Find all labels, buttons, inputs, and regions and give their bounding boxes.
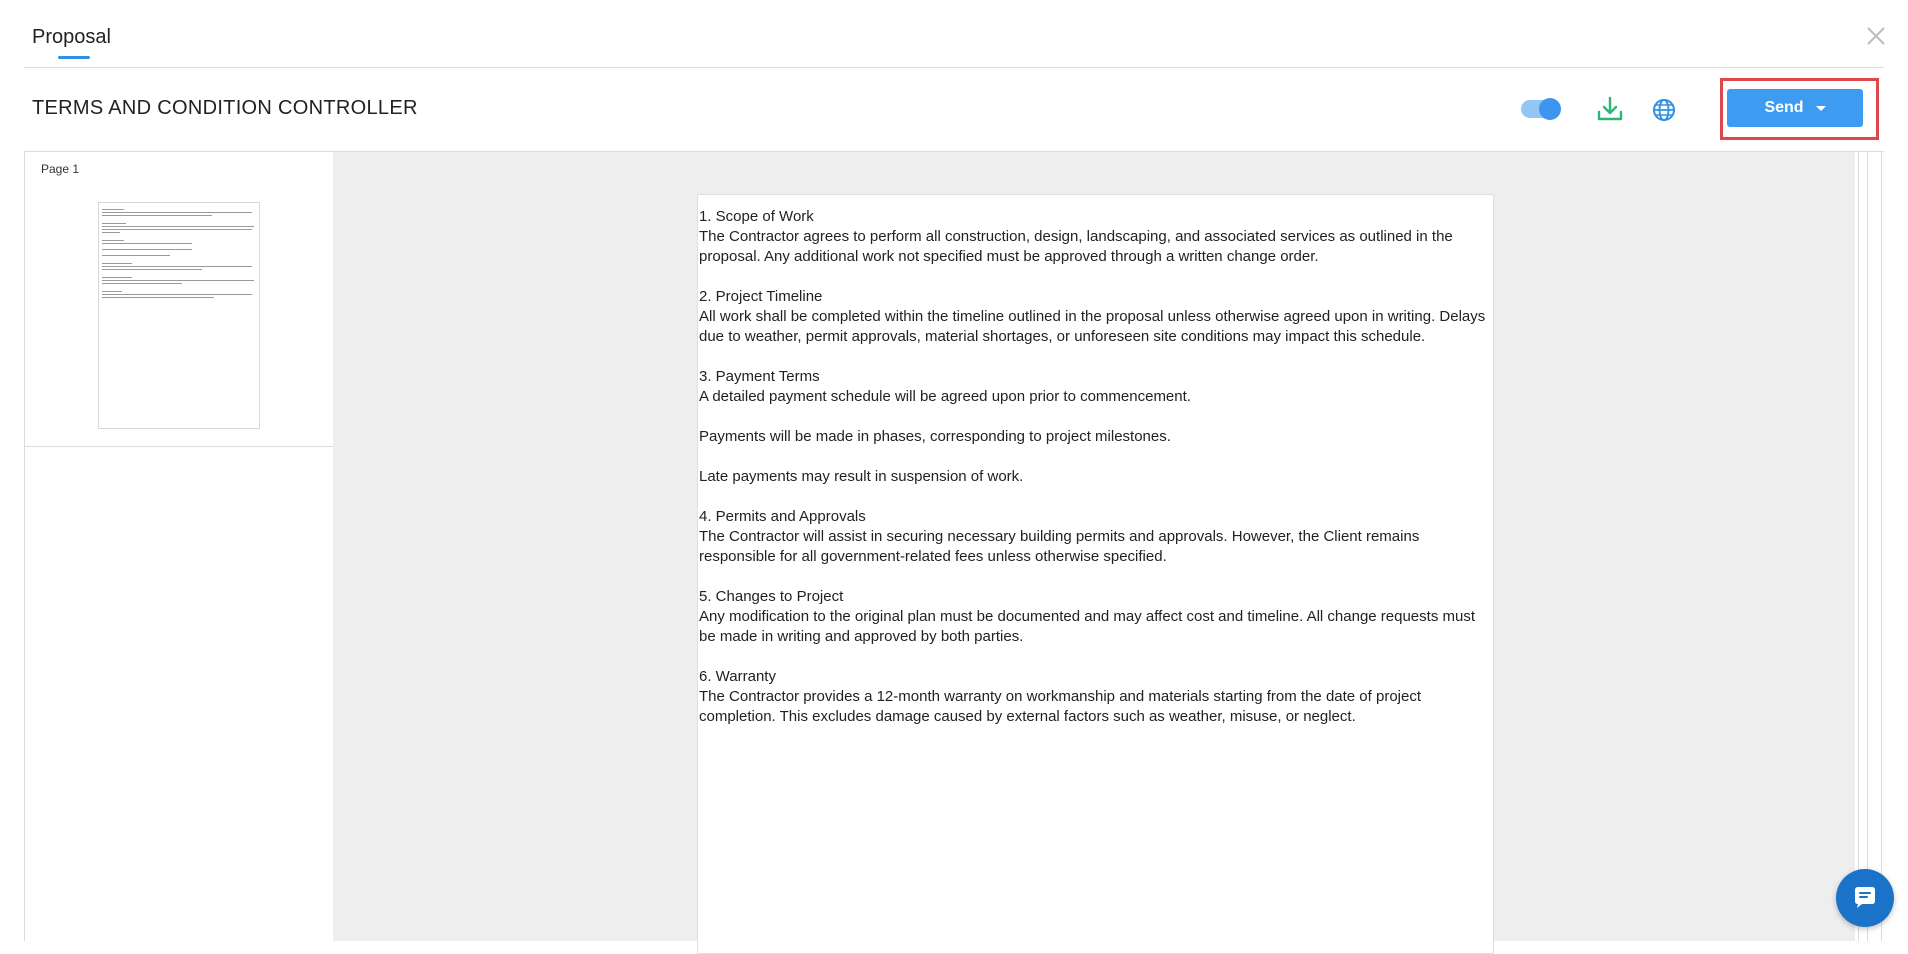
close-icon[interactable]	[1862, 22, 1890, 50]
thumb-text-line	[102, 229, 252, 230]
section-heading: 2. Project Timeline	[699, 288, 823, 305]
active-tab-indicator	[58, 56, 90, 59]
thumb-text-line	[102, 277, 132, 278]
thumb-text-line	[102, 294, 252, 295]
globe-icon[interactable]	[1649, 95, 1679, 125]
document-page[interactable]	[697, 194, 1494, 954]
page-thumbnail[interactable]	[98, 202, 260, 429]
pages-panel	[24, 152, 334, 941]
section-paragraph: A detailed payment schedule will be agreed upon prior to commencement.	[699, 388, 1191, 405]
section-heading: 3. Payment Terms	[699, 368, 820, 385]
scrollbar-line	[1867, 152, 1868, 941]
section-heading: 4. Permits and Approvals	[699, 508, 866, 525]
page-thumbnail-card[interactable]	[25, 152, 333, 447]
section-paragraph: The Contractor will assist in securing necessary building permits and approvals. However, the Client remains responsible for all government-related fees unless otherwise specified.	[699, 528, 1420, 565]
section-paragraph: All work shall be completed within the timeline outlined in the proposal unless otherwise agreed upon in writing. Delays due to weather, permit approvals, material shortages, or unforeseen site conditions may impact this schedule.	[699, 308, 1486, 345]
toolbar	[24, 68, 1884, 152]
thumb-text-line	[102, 297, 214, 298]
thumb-text-line	[102, 226, 254, 227]
thumb-text-line	[102, 249, 192, 250]
section-heading: 1. Scope of Work	[699, 208, 814, 225]
scrollbar[interactable]	[1858, 152, 1882, 941]
thumb-text-line	[102, 243, 192, 244]
send-button-label: Send	[1764, 99, 1804, 116]
thumb-text-line	[102, 255, 170, 256]
section-paragraph: The Contractor provides a 12-month warranty on workmanship and materials starting from the date of project completion. This excludes damage caused by external factors such as weather, misuse, or neglect.	[699, 688, 1422, 725]
section-paragraph: Late payments may result in suspension of work.	[699, 468, 1024, 485]
section-paragraph: Payments will be made in phases, corresponding to project milestones.	[699, 428, 1171, 445]
thumb-text-line	[102, 266, 252, 267]
send-button[interactable]	[1727, 89, 1863, 127]
download-icon[interactable]	[1595, 94, 1625, 124]
thumb-text-line	[102, 223, 126, 224]
tab-proposal[interactable]: Proposal	[32, 26, 111, 48]
section-paragraph: Any modification to the original plan must be documented and may affect cost and timeline. All change requests must be made in writing and approved by both parties.	[699, 608, 1475, 645]
toggle-switch[interactable]	[1521, 100, 1559, 118]
thumb-text-line	[102, 280, 254, 281]
thumb-text-line	[102, 240, 124, 241]
toggle-knob	[1539, 98, 1561, 120]
document-viewer	[333, 152, 1855, 941]
section-paragraph: The Contractor agrees to perform all construction, design, landscaping, and associated services as outlined in the proposal. Any additional work not specified must be approved through a written change order.	[699, 228, 1453, 265]
page-label: Page 1	[41, 162, 80, 176]
thumb-text-line	[102, 215, 212, 216]
thumb-text-line	[102, 212, 252, 213]
thumb-text-line	[102, 283, 182, 284]
thumb-text-line	[102, 269, 202, 270]
page-title: TERMS AND CONDITION CONTROLLER	[32, 97, 418, 119]
thumb-text-line	[102, 209, 124, 210]
thumb-text-line	[102, 291, 122, 292]
section-heading: 6. Warranty	[699, 668, 776, 685]
thumb-text-line	[102, 263, 132, 264]
thumb-text-line	[102, 232, 120, 233]
chevron-down-icon[interactable]	[1816, 106, 1826, 111]
chat-icon[interactable]	[1836, 869, 1894, 927]
tab-bar	[24, 0, 1884, 68]
section-heading: 5. Changes to Project	[699, 588, 844, 605]
